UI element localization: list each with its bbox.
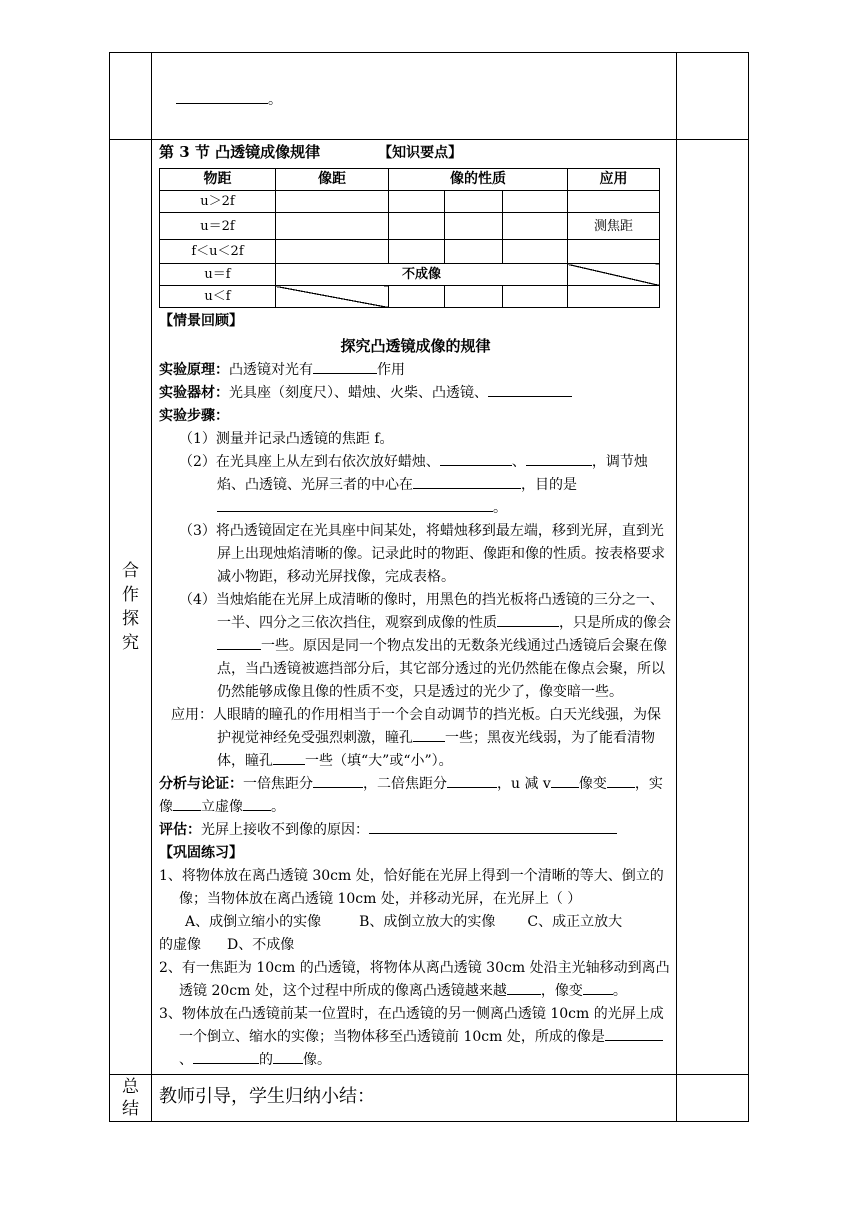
header-application: 应用 — [568, 169, 660, 191]
input-cell[interactable] — [389, 191, 445, 213]
review-heading: 【情景回顾】 — [159, 313, 243, 329]
object-distance-cell: u＞2f — [160, 191, 276, 213]
table-row — [160, 240, 660, 264]
object-distance-cell: u＝2f — [160, 213, 276, 240]
input-cell[interactable] — [389, 286, 445, 308]
blank[interactable] — [217, 497, 493, 512]
blank[interactable] — [413, 474, 521, 489]
blank[interactable] — [217, 635, 261, 650]
question-3: 3、物体放在凸透镜前某一位置时，在凸透镜的另一侧离凸透镜 10cm 的光屏上成一个倒立、缩水的实像；当物体移至凸透镜前 10cm 处，所成的像是、 的 像。 — [159, 1006, 664, 1068]
analysis-line: 分析与论证：一倍焦距分 ，二倍焦距分 ，u 减 v 像变 ，实像 立虚像 。 — [159, 773, 672, 819]
question-2: 2、有一焦距为 10cm 的凸透镜，将物体从离凸透镜 30cm 处沿主光轴移动到离凸透镜 20cm 处，这个过程中所成的像离凸透镜越来越 ，像变 。 — [159, 960, 670, 999]
section-heading — [159, 140, 672, 165]
experiment-title: 探究凸透镜成像的规律 — [340, 337, 491, 355]
blank[interactable] — [313, 359, 377, 374]
application-cell[interactable] — [568, 240, 660, 264]
notes-cell-main — [677, 140, 749, 1075]
blank[interactable] — [605, 1026, 663, 1041]
input-cell[interactable] — [503, 286, 568, 308]
object-distance-cell: u＜f — [160, 286, 276, 308]
object-distance-cell: u＝f — [160, 264, 276, 286]
side-label-summary: 总 结 — [110, 1075, 152, 1122]
side-cell-top — [110, 53, 152, 140]
input-cell[interactable] — [276, 191, 389, 213]
input-cell[interactable] — [389, 213, 445, 240]
evaluation-line: 评估：光屏上接收不到像的原因： — [159, 819, 672, 842]
input-cell[interactable] — [445, 213, 503, 240]
input-cell[interactable] — [389, 240, 445, 264]
application-cell[interactable] — [568, 191, 660, 213]
input-cell[interactable] — [276, 240, 389, 264]
summary-text: 教师引导，学生归纳小结： — [159, 1086, 375, 1107]
practice-heading: 【巩固练习】 — [159, 845, 243, 861]
input-cell[interactable] — [503, 191, 568, 213]
cooperative-exploration-row — [110, 140, 749, 1075]
option-a[interactable]: A、成倒立缩小的实像 — [185, 914, 322, 930]
table-row — [160, 191, 660, 213]
step-3: （3）将凸透镜固定在光具座中间某处，将蜡烛移到最左端，移到光屏，直到光屏上出现烛焰清晰的像。记录此时的物距、像距和像的性质。按表格要求减小物距，移动光屏找像，完成表格。 — [179, 523, 665, 585]
principle-line: 实验原理：凸透镜对光有 作用 — [159, 359, 672, 382]
blank[interactable] — [173, 796, 201, 811]
notes-cell-summary — [677, 1075, 749, 1122]
blank[interactable] — [607, 773, 635, 788]
side-label-cooperative: 合 作 探 究 — [110, 140, 152, 1075]
section-title: 第 3 节 凸透镜成像规律 — [159, 143, 321, 161]
table-row — [160, 213, 660, 240]
option-c[interactable]: C、成正立放大 — [527, 914, 623, 930]
blank[interactable] — [583, 980, 613, 995]
blank[interactable] — [497, 612, 559, 627]
application-cell: 测焦距 — [568, 213, 660, 240]
blank[interactable] — [193, 1049, 259, 1064]
table-row — [160, 264, 660, 286]
blank[interactable] — [440, 451, 512, 466]
steps-label: 实验步骤： — [159, 408, 229, 424]
blank[interactable] — [313, 773, 363, 788]
input-cell[interactable] — [445, 191, 503, 213]
key-points-label: 【知识要点】 — [378, 145, 463, 161]
summary-row — [110, 1075, 749, 1122]
blank[interactable] — [273, 750, 305, 765]
input-cell[interactable] — [445, 286, 503, 308]
step-2: （2）在光具座上从左到右依次放好蜡烛、 、 ，调节烛焰、凸透镜、光屏三者的中心在 ，目的是 。 — [159, 451, 672, 520]
option-d[interactable]: D、不成像 — [227, 937, 295, 953]
blank[interactable] — [273, 1049, 303, 1064]
blank[interactable] — [413, 727, 445, 742]
step-1: （1）测量并记录凸透镜的焦距 f。 — [179, 431, 394, 447]
blank[interactable] — [243, 796, 271, 811]
blank[interactable] — [369, 819, 617, 834]
header-image-distance: 像距 — [276, 169, 389, 191]
object-distance-cell: f＜u＜2f — [160, 240, 276, 264]
blank[interactable] — [551, 773, 579, 788]
input-cell[interactable] — [503, 240, 568, 264]
input-cell[interactable] — [503, 213, 568, 240]
crossed-out-cell — [276, 286, 389, 308]
application-note: 应用：人眼睛的瞳孔的作用相当于一个会自动调节的挡光板。白天光线强，为保护视觉神经免受强烈刺激，瞳孔 一些；黑夜光线弱，为了能看清物体，瞳孔 一些（填“大”或“小”）。 — [171, 707, 661, 769]
no-image-cell: 不成像 — [276, 264, 568, 286]
top-fragment-cell — [152, 53, 677, 140]
main-content-cell — [152, 140, 677, 1075]
blank[interactable] — [447, 773, 497, 788]
option-b[interactable]: B、成倒立放大的实像 — [359, 914, 496, 930]
input-cell[interactable] — [276, 213, 389, 240]
blank[interactable] — [526, 451, 592, 466]
blank — [176, 89, 268, 104]
summary-cell — [152, 1075, 677, 1122]
header-image-properties: 像的性质 — [389, 169, 568, 191]
question-1-options-cont: 的虚像 D、不成像 — [159, 937, 295, 953]
top-fragment-tail: 。 — [268, 92, 282, 108]
input-cell[interactable] — [445, 240, 503, 264]
crossed-out-cell — [568, 264, 660, 286]
header-object-distance: 物距 — [160, 169, 276, 191]
question-1-options — [159, 911, 672, 934]
lesson-table — [109, 52, 749, 1122]
step-4: （4）当烛焰能在光屏上成清晰的像时，用黑色的挡光板将凸透镜的三分之一、一半、四分之三依次挡住，观察到成像的性质 ，只是所成的像会一些。原因是同一个物点发出的无数条光线通过凸透镜后会聚在像点，当凸透镜被遮挡部分后，其它部分透过的光仍然能在像点会聚，所以仍然能够成像且像的性质不变，只是透过的光少了，像变暗一些。 — [179, 592, 671, 700]
imaging-rules-table — [159, 168, 660, 308]
equipment-line: 实验器材：光具座（刻度尺）、蜡烛、火柴、凸透镜、 — [159, 382, 672, 405]
blank[interactable] — [488, 382, 572, 397]
top-fragment-row — [110, 53, 749, 140]
input-cell[interactable] — [568, 286, 660, 308]
table-header-row — [160, 169, 660, 191]
question-1: 1、将物体放在离凸透镜 30cm 处，恰好能在光屏上得到一个清晰的等大、倒立的像；当物体放在离凸透镜 10cm 处，并移动光屏，在光屏上（ ） — [159, 868, 664, 907]
notes-cell-top — [677, 53, 749, 140]
blank[interactable] — [507, 980, 541, 995]
table-row — [160, 286, 660, 308]
